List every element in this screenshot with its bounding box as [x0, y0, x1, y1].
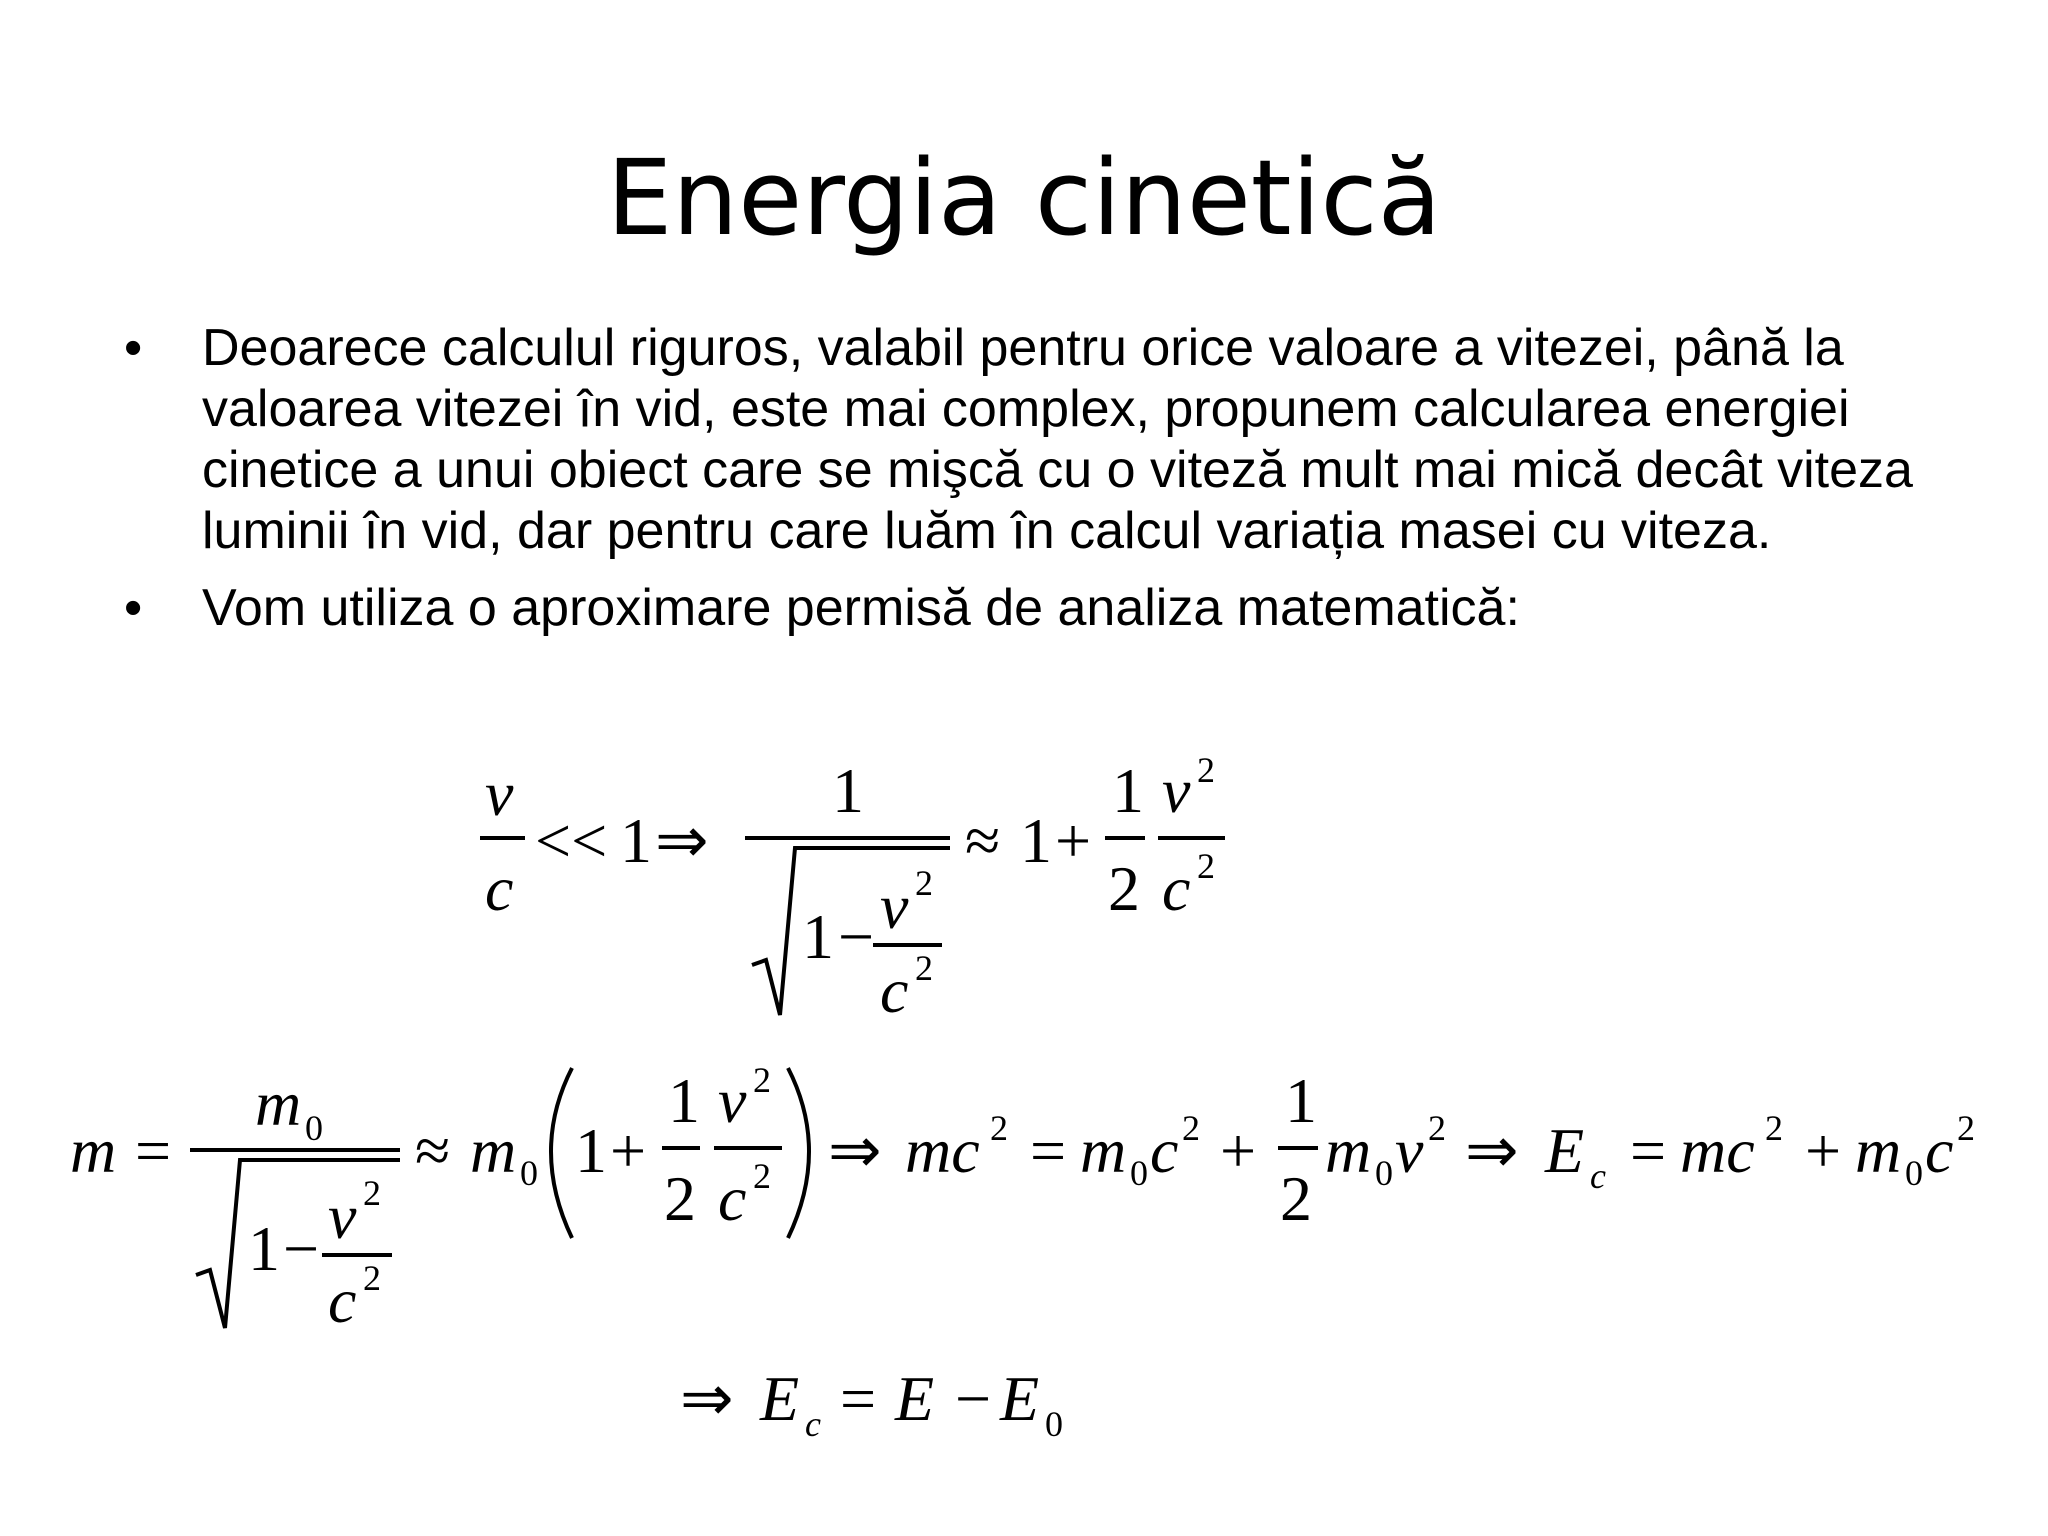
eq2-rad-v-sq: 2: [363, 1173, 381, 1213]
eq2-half-num: 1: [668, 1065, 700, 1136]
eq2-rad-one: 1: [248, 1213, 280, 1284]
eq2-m0c-zero: 0: [1130, 1153, 1148, 1193]
eq2-m0c2b-m: m: [1855, 1115, 1902, 1186]
eq2-rad-minus: −: [283, 1213, 320, 1284]
eq2-approx: ≈: [415, 1115, 451, 1186]
eq2-left-paren: [551, 1068, 572, 1238]
eq2-m0c-m: m: [1080, 1115, 1127, 1186]
eq1-one: 1: [620, 805, 652, 876]
eq1-rad-v: v: [880, 871, 909, 942]
eq2-half-den: 2: [664, 1163, 696, 1234]
eq2-plus-2: +: [1220, 1115, 1257, 1186]
eq1-rad-c-sq: 2: [915, 948, 933, 988]
eq2-v2-sq: 2: [753, 1060, 771, 1100]
equation-3: [680, 1363, 1063, 1444]
eq2-right-paren: [788, 1068, 809, 1238]
eq2-m0c2b-zero: 0: [1905, 1153, 1923, 1193]
eq2-eq-2: =: [1030, 1115, 1067, 1186]
eq2-paren-plus: +: [610, 1115, 647, 1186]
eq3-E: E: [895, 1363, 935, 1434]
eq1-num-one: 1: [832, 755, 864, 826]
eq2-m0v-v: v: [1395, 1115, 1424, 1186]
eq1-plus: +: [1055, 805, 1092, 876]
eq1-v2-sq: 2: [1197, 750, 1215, 790]
eq2-implies-2: ⇒: [1465, 1115, 1519, 1186]
eq2-m0v-m: m: [1325, 1115, 1372, 1186]
eq2-m: m: [70, 1115, 117, 1186]
bullet-text: Deoarece calculul riguros, valabil pentru orice valoare a vitezei, până la valoarea vitezei în vid, este mai complex, propunem calcularea energiei cinetice a unui obiect care se mişcă cu o viteză mult mai mică decât viteza luminii în vid, dar pentru care luăm în calcul variația masei cu viteza.: [202, 319, 1913, 560]
eq2-m0-zero: 0: [520, 1153, 538, 1193]
eq1-rad-minus: −: [838, 901, 875, 972]
eq2-m0c-c: c: [1150, 1115, 1179, 1186]
eq2-m0v-sq: 2: [1428, 1108, 1446, 1148]
eq2-eq: =: [135, 1115, 172, 1186]
eq2-mc-sq: 2: [990, 1108, 1008, 1148]
eq1-rad-v-sq: 2: [915, 863, 933, 903]
eq1-half-den: 2: [1108, 853, 1140, 924]
eq2-Ec: E: [1545, 1115, 1585, 1186]
eq2-rad-c-sq: 2: [363, 1258, 381, 1298]
bullet-text: Vom utiliza o aproximare permisă de analiza matematică:: [202, 579, 1520, 637]
eq1-ll: <<: [535, 805, 608, 876]
eq2-Ec-sub: c: [1590, 1156, 1606, 1196]
eq1-rhs-one: 1: [1020, 805, 1052, 876]
eq1-half-num: 1: [1112, 755, 1144, 826]
eq1-v2: v: [1162, 755, 1191, 826]
slide-title: Energia cinetică: [606, 137, 1442, 259]
eq2-paren-one: 1: [575, 1115, 607, 1186]
eq2-rad-c: c: [328, 1265, 357, 1336]
eq1-c2: c: [1162, 853, 1191, 924]
eq2-m0: m: [470, 1115, 517, 1186]
eq2-mc: mc: [905, 1115, 980, 1186]
eq2-half2-num: 1: [1285, 1065, 1317, 1136]
equation-1: [480, 750, 1225, 1026]
eq2-v2: v: [718, 1065, 747, 1136]
eq3-Ec-sub: c: [805, 1404, 821, 1444]
eq2-plus-3: +: [1805, 1115, 1842, 1186]
eq1-rad-one: 1: [802, 901, 834, 972]
eq2-mc2-b: mc: [1680, 1115, 1755, 1186]
eq1-implies: ⇒: [655, 805, 709, 876]
eq3-E0-sub: 0: [1045, 1404, 1063, 1444]
eq2-mc2-b-sq: 2: [1765, 1108, 1783, 1148]
eq2-m0c2b-sq: 2: [1957, 1108, 1975, 1148]
eq2-m0c2b-c: c: [1925, 1115, 1954, 1186]
eq2-rad-v: v: [328, 1181, 357, 1252]
eq1-rad-c: c: [880, 955, 909, 1026]
bullet-marker: •: [124, 319, 143, 377]
eq3-E0: E: [1000, 1363, 1040, 1434]
eq2-num-zero: 0: [305, 1108, 323, 1148]
eq3-minus: −: [955, 1363, 992, 1434]
eq1-v: v: [485, 758, 514, 829]
eq3-Ec: E: [760, 1363, 800, 1434]
eq2-num-m: m: [255, 1068, 302, 1139]
eq3-implies: ⇒: [680, 1363, 734, 1434]
eq2-c2: c: [718, 1163, 747, 1234]
equation-2: [70, 1060, 1975, 1336]
eq2-implies-1: ⇒: [828, 1115, 882, 1186]
eq2-half2-den: 2: [1280, 1163, 1312, 1234]
bullet-marker: •: [124, 579, 143, 637]
eq2-eq-3: =: [1630, 1115, 1667, 1186]
eq1-c2-sq: 2: [1197, 846, 1215, 886]
eq1-c: c: [485, 853, 514, 924]
eq2-c2-sq: 2: [753, 1156, 771, 1196]
eq1-approx: ≈: [965, 805, 1001, 876]
eq2-m0v-zero: 0: [1375, 1153, 1393, 1193]
eq2-m0c-sq: 2: [1182, 1108, 1200, 1148]
eq3-eq: =: [840, 1363, 877, 1434]
